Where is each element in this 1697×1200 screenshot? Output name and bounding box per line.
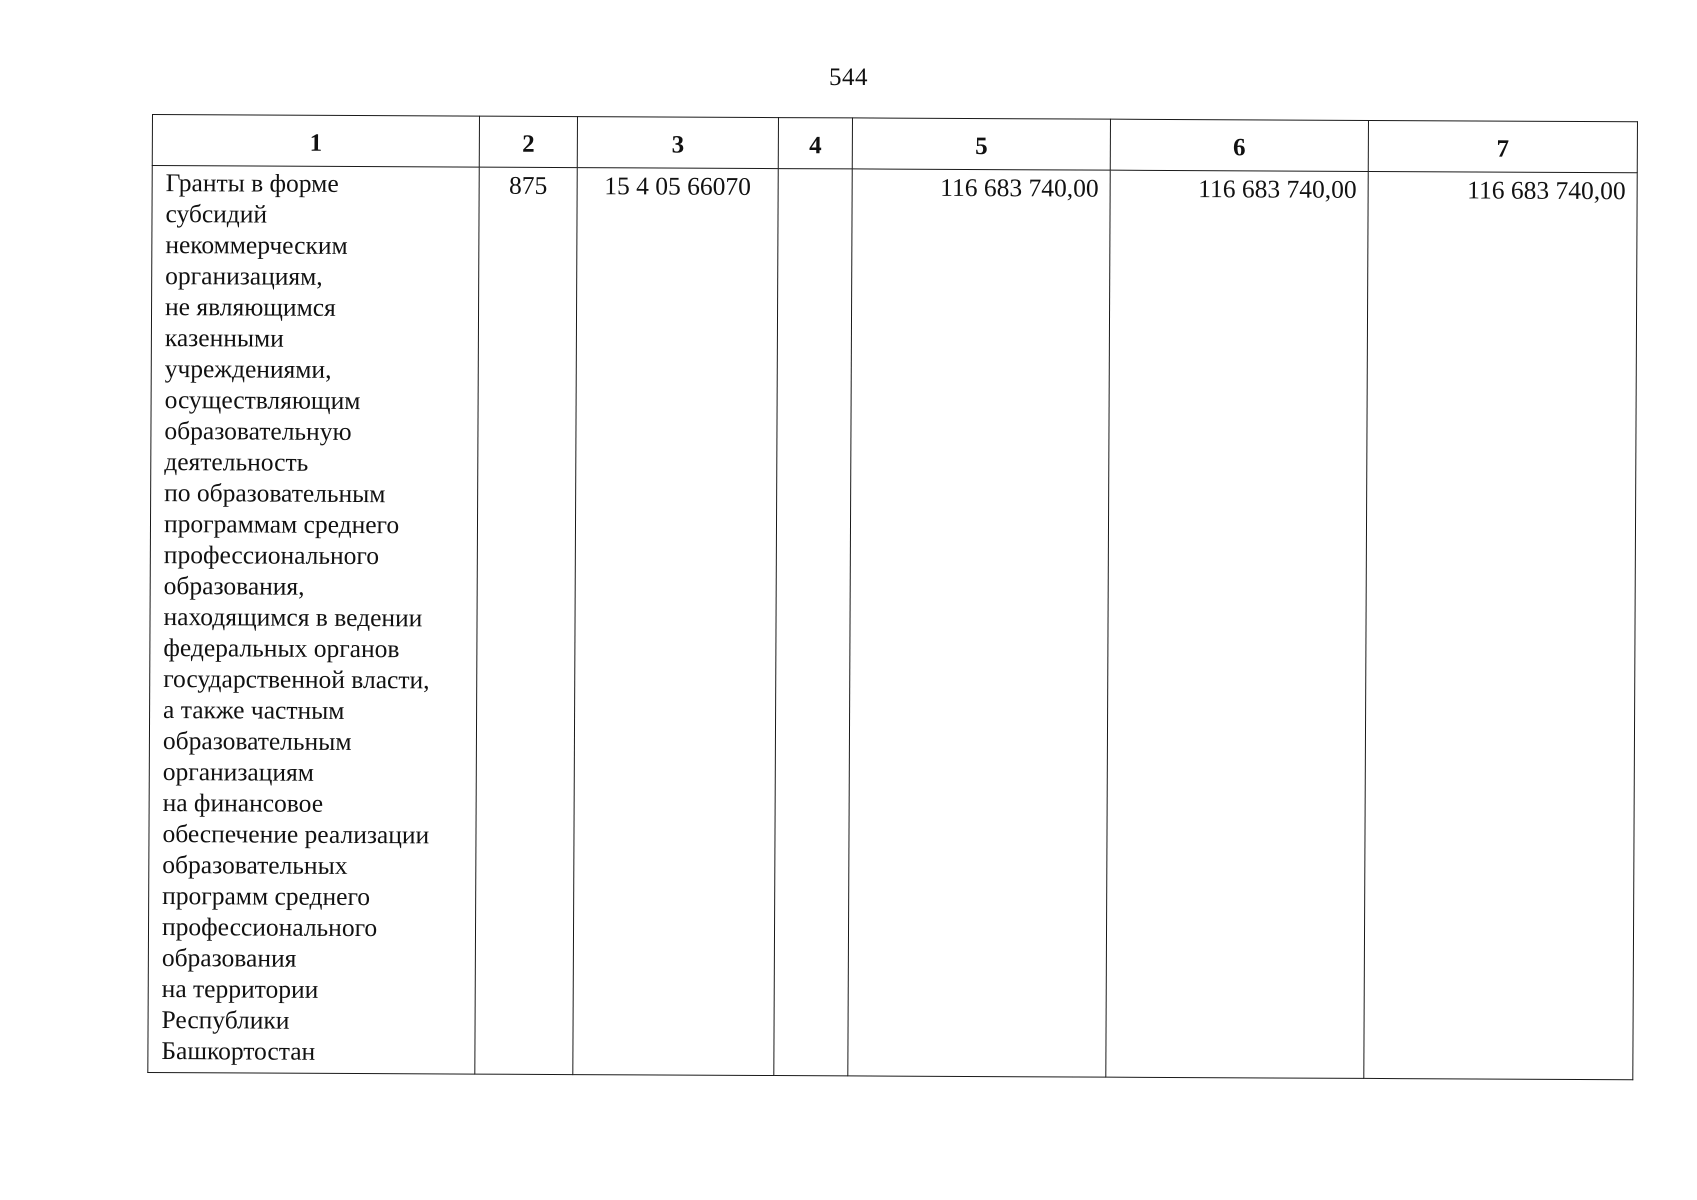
name-line: организациям xyxy=(162,757,314,787)
cell-name xyxy=(148,166,479,1075)
name-line: на финансовое xyxy=(162,788,324,818)
name-line: организациям, xyxy=(165,261,323,291)
name-line: Гранты в форме xyxy=(165,168,339,198)
name-line: профессионального xyxy=(161,912,378,943)
page-number: 544 xyxy=(829,64,868,91)
header-col-7: 7 xyxy=(1368,120,1637,172)
name-line: образования xyxy=(161,943,297,973)
name-line: программам среднего xyxy=(163,509,400,540)
name-line: образовательным xyxy=(162,726,352,756)
cell-col-3: 15 4 05 66070 xyxy=(573,168,778,1076)
cell-col-6: 116 683 740,00 xyxy=(1106,170,1368,1078)
name-line: учреждениями, xyxy=(164,354,332,384)
cell-col-7: 116 683 740,00 xyxy=(1364,171,1637,1079)
header-row xyxy=(152,115,1637,173)
name-line: по образовательным xyxy=(164,478,386,509)
cell-col-2: 875 xyxy=(475,167,577,1074)
name-line: федеральных органов xyxy=(163,633,400,664)
name-line: образовательную xyxy=(164,416,352,446)
name-line: образования, xyxy=(163,571,305,601)
header-col-2: 2 xyxy=(479,116,577,167)
name-line: Республики xyxy=(161,1005,290,1035)
cell-col-5: 116 683 740,00 xyxy=(848,169,1110,1077)
header-col-6: 6 xyxy=(1110,119,1368,171)
name-line: государственной власти, xyxy=(163,664,430,695)
name-line: на территории xyxy=(161,974,319,1004)
name-line: некоммерческим xyxy=(165,230,348,260)
name-line: обеспечение реализации xyxy=(162,819,430,850)
name-line: профессионального xyxy=(163,540,380,571)
name-line: находящимся в ведении xyxy=(163,602,423,633)
name-line: не являющимся xyxy=(164,292,336,322)
name-line: образовательных xyxy=(162,850,348,880)
table-row xyxy=(148,166,1637,1080)
name-line: казенными xyxy=(164,323,284,353)
header-col-1: 1 xyxy=(152,115,479,168)
name-line: а также частным xyxy=(163,695,345,725)
name-line: Башкортостан xyxy=(161,1036,316,1066)
name-line: субсидий xyxy=(165,199,268,229)
header-col-5: 5 xyxy=(852,118,1110,170)
header-col-3: 3 xyxy=(577,117,778,169)
name-line: осуществляющим xyxy=(164,385,361,416)
name-line: программ среднего xyxy=(162,881,371,912)
header-col-4: 4 xyxy=(778,118,852,169)
name-line: деятельность xyxy=(164,447,309,477)
budget-table xyxy=(147,114,1638,1080)
cell-col-4 xyxy=(774,169,852,1076)
